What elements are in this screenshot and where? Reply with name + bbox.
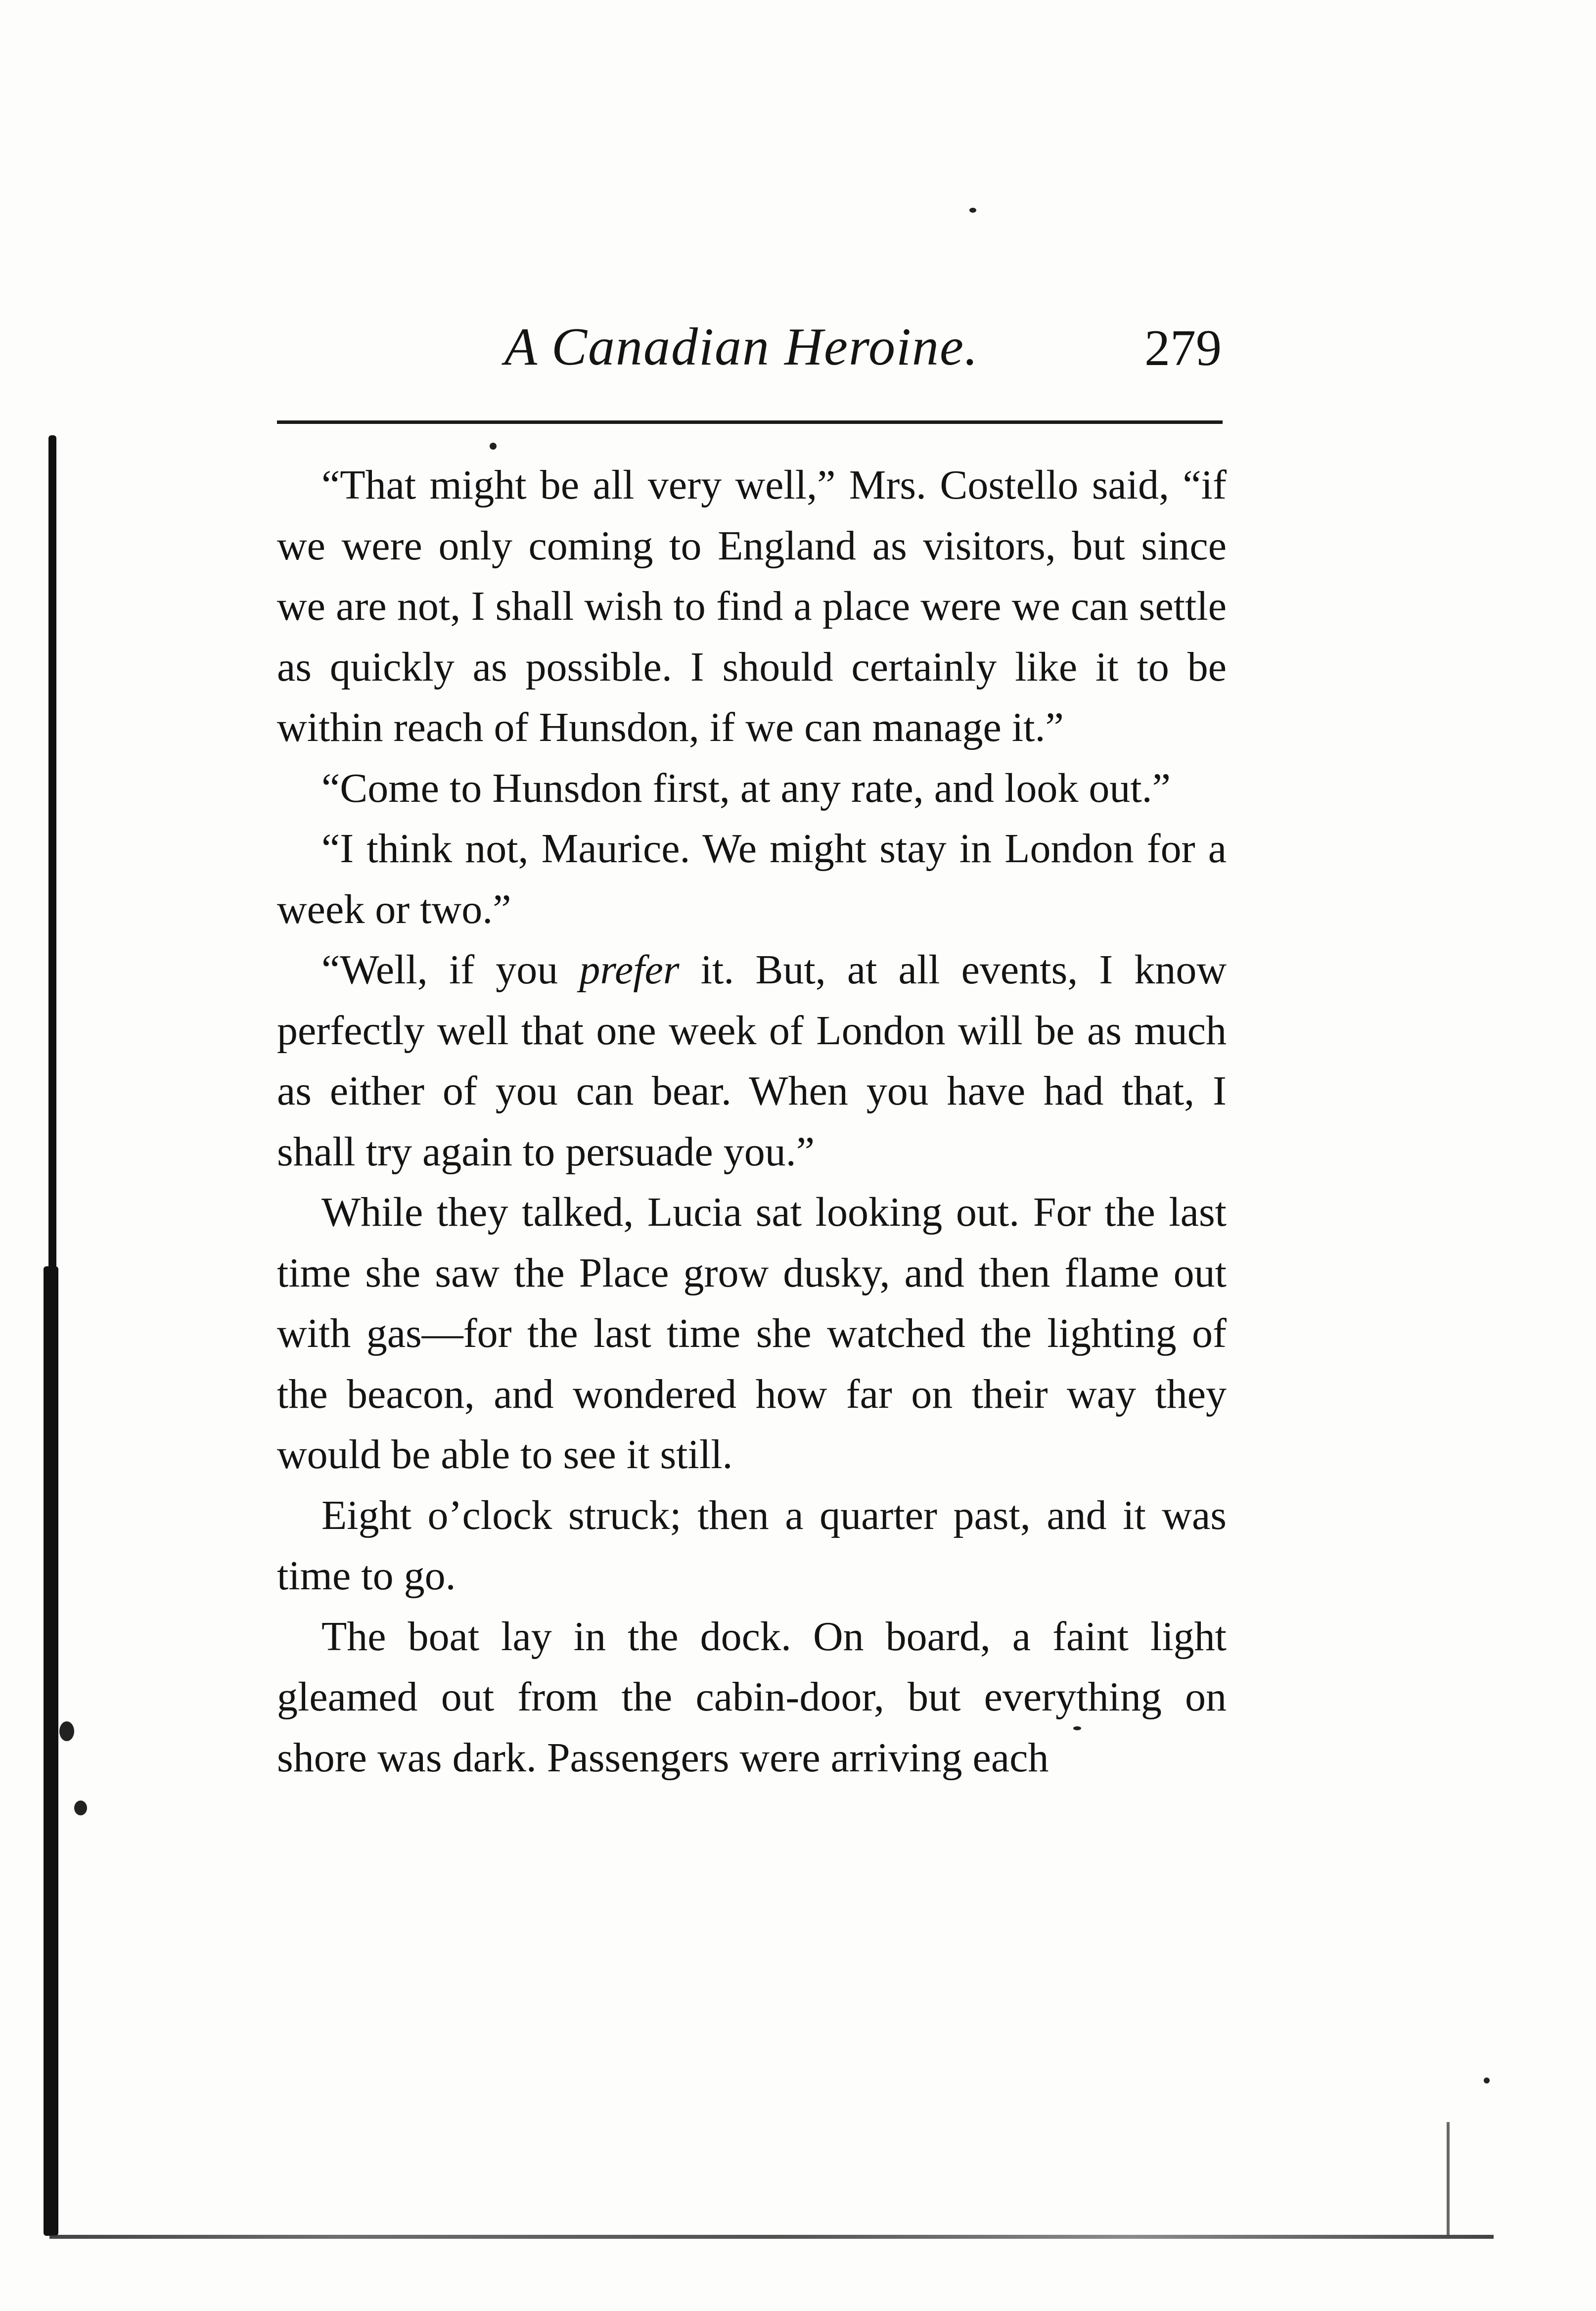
page-bottom-edge: [49, 2235, 1494, 2239]
ink-blot: [59, 1721, 74, 1741]
binding-edge-shadow-lower: [44, 1266, 58, 2236]
paragraph: [277, 940, 1227, 1182]
paragraph-text: “That might be all very well,” Mrs. Costello said, “if we were only coming to England as visitors, but since we are not, I shall wish to find a place were we can settle as quickly as possible. I should certainly like it to be within reach of Hunsdon, if we can manage it.”: [277, 462, 1227, 750]
paragraph-text: “Well, if you: [321, 947, 580, 993]
paragraph-text: “I think not, Maurice. We might stay in London for a week or two.”: [277, 826, 1227, 932]
paragraph: [277, 1607, 1227, 1789]
ink-speck: [490, 443, 497, 450]
paragraph-text: While they talked, Lucia sat looking out. For the last time she saw the Place grow dusky, and then flame out with gas—for the last time she watched the lighting of the beacon, and wondered how far on their way they would be able to see it still.: [277, 1189, 1227, 1478]
running-title: A Canadian Heroine.: [504, 318, 979, 376]
body-text: [277, 455, 1227, 1788]
paragraph: [277, 819, 1227, 940]
paragraph-text: The boat lay in the dock. On board, a faint light gleamed out from the cabin-door, but everything on shore was dark. Passengers were arriving each: [277, 1613, 1227, 1781]
paragraph-text: it. But, at all events, I know perfectly well that one week of London will be as much as either of you can bear. When you have had that, I shall try again to persuade you.”: [277, 947, 1227, 1175]
paragraph: [277, 1485, 1227, 1607]
paragraph: [277, 758, 1227, 819]
ink-speck: [1484, 2078, 1490, 2083]
page-number: 279: [1144, 320, 1222, 376]
paragraph: [277, 455, 1227, 758]
ink-speck: [969, 208, 976, 213]
running-header: [277, 317, 1222, 386]
paragraph-text: Eight o’clock struck; then a quarter past, and it was time to go.: [277, 1492, 1227, 1599]
page-right-edge: [1447, 2122, 1450, 2236]
emphasized-word: prefer: [579, 947, 680, 993]
paragraph: [277, 1182, 1227, 1485]
ink-blot: [74, 1801, 87, 1815]
paragraph-text: “Come to Hunsdon first, at any rate, and look out.”: [321, 765, 1171, 811]
header-rule: [277, 420, 1223, 424]
